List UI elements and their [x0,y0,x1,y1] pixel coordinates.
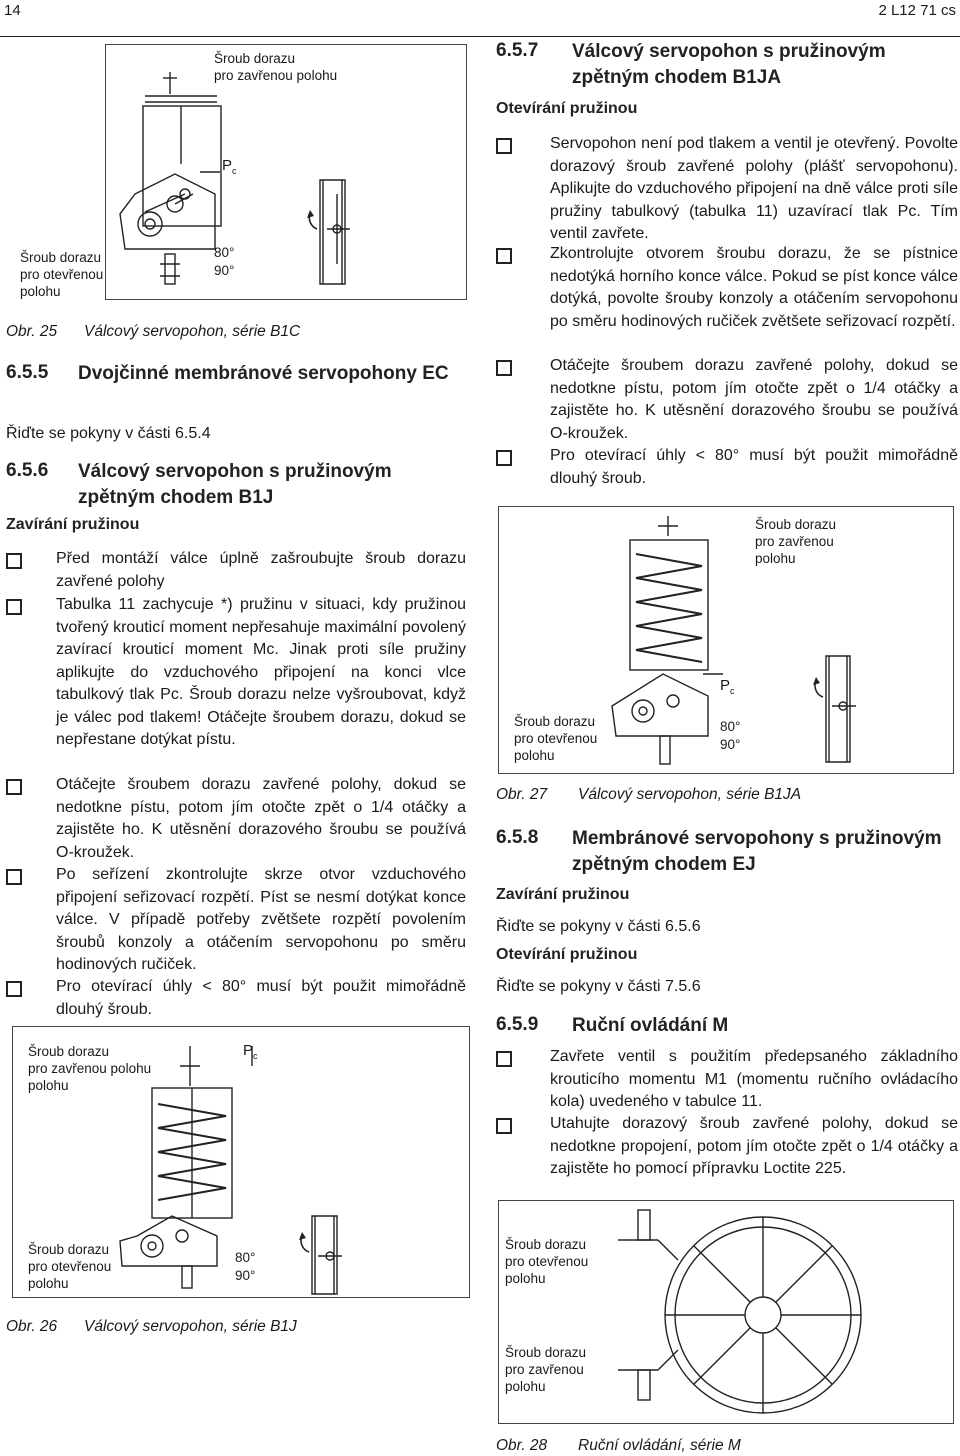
fig28-caption-text: Ruční ovládání, série M [578,1437,741,1454]
checkbox [496,1051,512,1067]
section-6-5-8-number: 6.5.8 [496,827,539,848]
section-6-5-7-bullet-3: Otáčejte šroubem dorazu zavřené polohy, dokud se nedotkne pístu, potom jím otočte zpět o 1/4 otáčky a zajistěte ho. K utěsnění dorazového šroubu se používá O-kroužek. [550,357,958,442]
section-6-5-6-subheading: Zavírání pružinou [6,516,140,533]
section-6-5-6-bullet-5: Pro otevírací úhly < 80° musí být použit mimořádně dlouhý šroub. [56,978,466,1018]
checkbox [6,553,22,569]
fig25-angle-80: 80° [214,245,235,260]
fig28-label-open-stop-screw: Šroub dorazu pro otevřenou polohu [505,1237,589,1286]
fig27-label-open-stop-screw: Šroub dorazu pro otevřenou polohu [514,714,598,763]
fig25-pc-label: $P_c$ [222,157,237,176]
fig26-caption-text: Válcový servopohon, série B1J [84,1318,297,1335]
fig27-angle-80: 80° [720,719,741,734]
checkbox [6,869,22,885]
section-6-5-9-title: Ruční ovládání M [572,1015,729,1036]
checkbox [6,599,22,615]
fig27-caption-number: Obr. 27 [496,786,548,803]
section-6-5-7-bullet-2: Zkontrolujte otvorem šroubu dorazu, že se pístnice nedotýká horního konce válce. Pokud se píst konce válce dotýká, povolte šrouby konzoly a otáčením servopohonu po směru hodinových ručiček zvětšete seřizovací rozpětí. [550,245,958,330]
section-6-5-5-title: Dvojčinné membránové servopohony EC [78,363,449,384]
fig28-caption-number: Obr. 28 [496,1437,548,1454]
fig26-angle-90: 90° [235,1268,256,1283]
fig27-pc-label: $P_c$ [720,677,735,696]
checkbox [496,1118,512,1134]
section-6-5-6-bullet-3: Otáčejte šroubem dorazu zavřené polohy, dokud se nedotkne pístu, potom jím otočte zpět o 1/4 otáčky a zajistěte ho. K utěsnění dorazového šroubu se používá O-kroužek. [56,776,466,861]
section-6-5-7-number: 6.5.7 [496,40,539,61]
checkbox [496,360,512,376]
fig26-angle-80: 80° [235,1250,256,1265]
section-6-5-6-bullet-1: Před montáží válce úplně zašroubujte šroub dorazu zavřené polohy [56,550,466,590]
fig25-label-closed-stop-screw: Šroub dorazu pro zavřenou polohu [214,51,338,83]
fig25-angle-90: 90° [214,263,235,278]
section-6-5-6-bullet-4: Po seřízení zkontrolujte skrze otvor vzduchového připojení seřizovací rozpětí. Píst se nesmí dotýkat konce válce. V případě potřeby zvětšete rozpětí povolením šroubů konzoly a otáčením servopohonu po směru hodinových ručiček. [56,866,466,973]
fig26-caption-number: Obr. 26 [6,1318,58,1335]
document-code: 2 L12 71 cs [878,2,956,19]
checkbox [6,981,22,997]
section-6-5-6-number: 6.5.6 [6,460,49,481]
section-6-5-5-number: 6.5.5 [6,362,49,383]
fig26-pc-label: $P_c$ [243,1042,258,1061]
checkbox [496,138,512,154]
fig25-caption-number: Obr. 25 [6,323,58,340]
section-6-5-8-text-opening: Řiďte se pokyny v části 7.5.6 [496,978,701,995]
checkbox [496,248,512,264]
section-6-5-7-title: Válcový servopohon s pružinovým zpětným chodem B1JA [572,41,886,88]
section-6-5-5-text: Řiďte se pokyny v části 6.5.4 [6,425,211,442]
section-6-5-8-subheading-opening: Otevírání pružinou [496,946,638,963]
section-6-5-7-bullet-1: Servopohon není pod tlakem a ventil je otevřený. Povolte dorazový šroub zavřené polohy (plášť servopohonu). Aplikujte do vzduchového připojení na dně válce proti síle pružiny tabulkový (tabulka 11) uzavírací tlak Pc. Tím ventil zavřete. [550,135,958,242]
checkbox [496,450,512,466]
section-6-5-9-bullet-2: Utahujte dorazový šroub zavřené polohy, dokud se nedotkne propojení, potom jím otočte zpět o 1/4 otáčky a zajistěte ho pomocí přípravku Loctite 225. [550,1115,958,1177]
section-6-5-9-number: 6.5.9 [496,1014,539,1035]
fig27-angle-90: 90° [720,737,741,752]
fig25-caption-text: Válcový servopohon, série B1C [84,323,301,340]
header-rule [0,36,960,37]
section-6-5-6-title: Válcový servopohon s pružinovým zpětným chodem B1J [78,461,392,508]
section-6-5-8-subheading-closing: Zavírání pružinou [496,886,630,903]
section-6-5-9-bullet-1: Zavřete ventil s použitím předepsaného základního krouticího momentu M1 (momentu ručního ovládacího kola) uvedeného v tabulce 11. [550,1048,958,1110]
checkbox [6,779,22,795]
section-6-5-8-title: Membránové servopohony s pružinovým zpětným chodem EJ [572,828,942,875]
section-6-5-8-text-closing: Řiďte se pokyny v části 6.5.6 [496,918,701,935]
fig26-label-open-stop-screw: Šroub dorazu pro otevřenou polohu [28,1242,112,1291]
fig26-label-closed-stop-screw: Šroub dorazu pro zavřenou polohu polohu [28,1044,152,1093]
page-number: 14 [4,2,21,19]
fig27-caption-text: Válcový servopohon, série B1JA [578,786,802,803]
section-6-5-7-bullet-4: Pro otevírací úhly < 80° musí být použit mimořádně dlouhý šroub. [550,447,958,487]
section-6-5-6-bullet-2: Tabulka 11 zachycuje *) pružinu v situaci, kdy pružinou tvořený krouticí moment nepřesahuje maximální povolený zavírací krouticí moment Mc. Jinak proti síle pružiny aplikujte do vzduchového připojení na konci vlce tabulkový tlak Pc. Šroub dorazu nelze vyšroubovat, když je válec pod tlakem! Otáčejte šroubem dorazu, dokud se nepřestane dotýkat pístu. [56,596,466,748]
fig27-label-closed-stop-screw: Šroub dorazu pro zavřenou polohu [755,517,837,566]
section-6-5-7-subheading: Otevírání pružinou [496,100,638,117]
fig25-label-open-stop-screw: Šroub dorazu pro otevřenou polohu [20,250,104,299]
fig28-label-closed-stop-screw: Šroub dorazu pro zavřenou polohu [505,1345,587,1394]
